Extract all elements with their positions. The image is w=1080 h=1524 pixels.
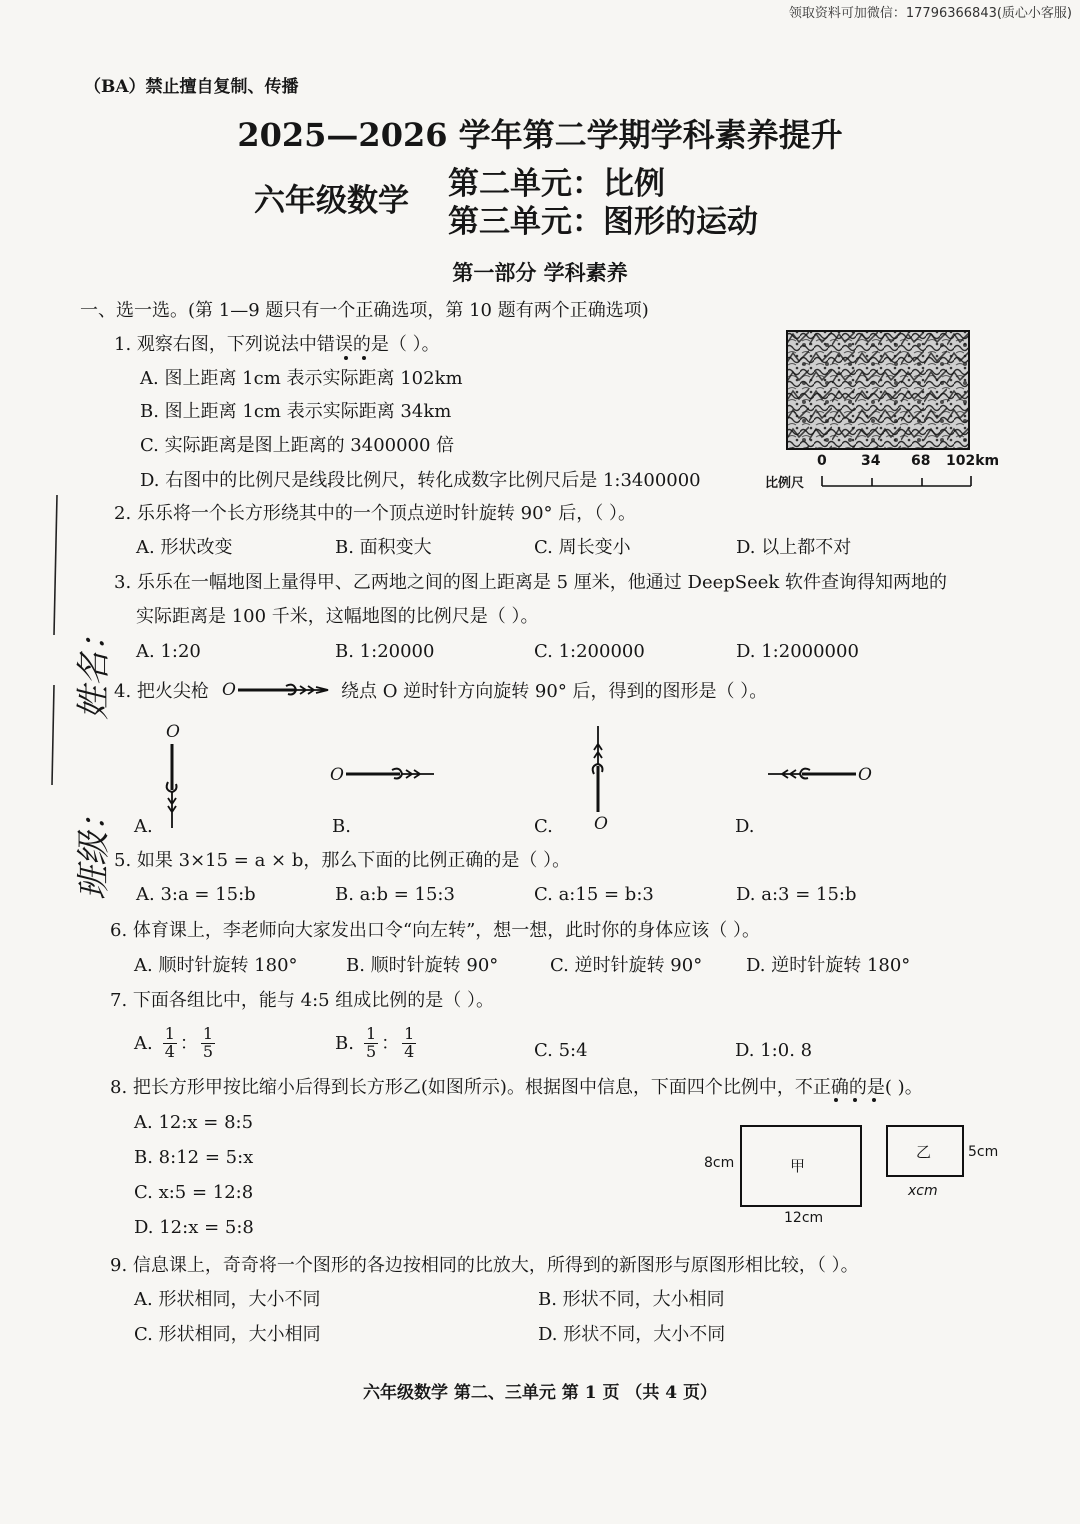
q1-option-c[interactable]: C. 实际距离是图上距离的 3400000 倍 xyxy=(140,435,455,456)
scale-tick-68: 68 xyxy=(911,453,931,469)
q8-option-a[interactable]: A. 12:x = 8:5 xyxy=(134,1112,254,1133)
q4-c-point-o: O xyxy=(594,814,608,834)
class-label: 班级： xyxy=(74,798,114,900)
q3-option-c[interactable]: C. 1:200000 xyxy=(534,641,645,662)
q9-option-d[interactable]: D. 形状不同，大小不同 xyxy=(538,1324,726,1345)
q4-d-point-o: O xyxy=(858,765,872,785)
q1-option-d[interactable]: D. 右图中的比例尺是线段比例尺，转化成数字比例尺后是 1:3400000 xyxy=(140,470,701,491)
q9-stem: 9. 信息课上，奇奇将一个图形的各边按相同的比放大，所得到的新图形与原图形相比较，（ ）。 xyxy=(110,1255,859,1276)
q8-stem: 8. 把长方形甲按比缩小后得到长方形乙(如图所示)。根据图中信息，下面四个比例中，不正确的是( )。 xyxy=(110,1077,923,1098)
name-label: 姓名： xyxy=(74,618,114,720)
map-image xyxy=(786,330,970,450)
q2-option-a[interactable]: A. 形状改变 xyxy=(136,537,233,558)
q2-option-d[interactable]: D. 以上都不对 xyxy=(736,537,852,558)
q6-option-d[interactable]: D. 逆时针旋转 180° xyxy=(746,955,911,976)
q4-option-c[interactable]: C. xyxy=(534,816,553,837)
q7-option-a[interactable] xyxy=(134,1026,218,1061)
q4-d-spear-icon xyxy=(764,764,858,786)
q4-b-point-o: O xyxy=(330,765,344,785)
q5-option-a[interactable]: A. 3:a = 15:b xyxy=(136,884,256,905)
rectangle-yi-label: 乙 xyxy=(916,1143,932,1161)
q5-option-c[interactable]: C. a:15 = b:3 xyxy=(534,884,654,905)
q7-stem: 7. 下面各组比中，能与 4:5 组成比例的是（ ）。 xyxy=(110,990,495,1011)
q3-option-b[interactable]: B. 1:20000 xyxy=(335,641,435,662)
q8-option-c[interactable]: C. x:5 = 12:8 xyxy=(134,1182,254,1203)
jia-width-label: 12cm xyxy=(784,1210,824,1226)
q4-option-d[interactable]: D. xyxy=(735,816,755,837)
q1-option-b[interactable]: B. 图上距离 1cm 表示实际距离 34km xyxy=(140,401,452,422)
q4-stem-after: 绕点 O 逆时针方向旋转 90° 后，得到的图形是（ ）。 xyxy=(341,681,768,702)
q2-option-c[interactable]: C. 周长变小 xyxy=(534,537,631,558)
scale-label: 比例尺 xyxy=(765,476,805,491)
part-title: 第一部分 学科素养 xyxy=(452,260,628,285)
q6-option-c[interactable]: C. 逆时针旋转 90° xyxy=(550,955,703,976)
q7-b-frac2: $\frac{1}{4}$ xyxy=(404,1024,415,1061)
jia-height-label: 8cm xyxy=(704,1155,735,1171)
rectangle-yi xyxy=(886,1125,964,1177)
q4-a-spear-icon xyxy=(160,742,184,834)
margin-lines xyxy=(30,495,70,835)
grade-subject: 六年级数学 xyxy=(254,183,409,219)
q6-option-a[interactable]: A. 顺时针旋转 180° xyxy=(134,955,298,976)
rectangle-jia xyxy=(740,1125,862,1207)
q4-c-spear-icon xyxy=(586,722,610,814)
q5-option-b[interactable]: B. a:b = 15:3 xyxy=(335,884,455,905)
q9-option-a[interactable]: A. 形状相同，大小不同 xyxy=(134,1289,321,1310)
q7-a-label: A. xyxy=(134,1032,153,1054)
q4-option-b[interactable]: B. xyxy=(332,816,351,837)
scale-bar xyxy=(810,472,980,492)
q7-option-d[interactable]: D. 1:0. 8 xyxy=(735,1040,813,1061)
spear-icon xyxy=(236,680,336,702)
q1-option-a[interactable]: A. 图上距离 1cm 表示实际距离 102km xyxy=(140,368,463,389)
q9-option-b[interactable]: B. 形状不同，大小相同 xyxy=(538,1289,725,1310)
q8-option-d[interactable]: D. 12:x = 5:8 xyxy=(134,1217,254,1238)
scale-tick-34: 34 xyxy=(861,453,881,469)
scale-tick-0: 0 xyxy=(817,453,827,469)
q8-option-b[interactable]: B. 8:12 = 5:x xyxy=(134,1147,254,1168)
q3-option-d[interactable]: D. 1:2000000 xyxy=(736,641,859,662)
q4-a-point-o: O xyxy=(166,722,180,742)
q7-b-frac1: $\frac{1}{5}$ xyxy=(365,1024,377,1061)
q1-stem: 1. 观察右图，下列说法中错误的是（ ）。 xyxy=(114,334,440,355)
q4-stem-before: 4. 把火尖枪 xyxy=(114,681,209,702)
yi-width-label: xcm xyxy=(908,1183,938,1199)
unit-two-title: 第二单元：比例 xyxy=(448,166,665,202)
rectangle-jia-label: 甲 xyxy=(790,1157,806,1175)
watermark: 领取资料可加微信：17796366843(质心小客服) xyxy=(788,6,1072,21)
q6-stem: 6. 体育课上，李老师向大家发出口令“向左转”，想一想，此时你的身体应该（ ）。 xyxy=(110,920,761,941)
q3-option-a[interactable]: A. 1:20 xyxy=(136,641,201,662)
page-footer: 六年级数学 第二、三单元 第 1 页 （共 4 页） xyxy=(362,1383,718,1403)
q5-option-d[interactable]: D. a:3 = 15:b xyxy=(736,884,857,905)
q7-b-label: B. xyxy=(335,1032,354,1054)
q4-option-a[interactable]: A. xyxy=(134,816,153,837)
q7-a-frac1: $\frac{1}{4}$ xyxy=(164,1024,175,1061)
exam-title: 2025—2026 学年第二学期学科素养提升 xyxy=(237,116,843,154)
q4-point-o: O xyxy=(222,680,236,700)
q7-option-b[interactable] xyxy=(335,1026,419,1061)
q3-stem-line1: 3. 乐乐在一幅地图上量得甲、乙两地之间的图上距离是 5 厘米，他通过 DeepSeek 软件查询得知两地的 xyxy=(114,572,948,593)
q5-stem: 5. 如果 3×15 = a × b，那么下面的比例正确的是（ ）。 xyxy=(114,850,571,871)
yi-height-label: 5cm xyxy=(968,1144,999,1160)
q2-stem: 2. 乐乐将一个长方形绕其中的一个顶点逆时针旋转 90° 后，（ ）。 xyxy=(114,503,636,524)
q7-a-sep: ： xyxy=(179,1032,198,1054)
q7-b-sep: ： xyxy=(381,1032,400,1054)
q3-stem-line2: 实际距离是 100 千米，这幅地图的比例尺是（ ）。 xyxy=(136,606,539,627)
q7-a-frac2: $\frac{1}{5}$ xyxy=(202,1024,214,1061)
scale-tick-102: 102km xyxy=(946,453,1000,469)
q7-option-c[interactable]: C. 5:4 xyxy=(534,1040,588,1061)
section-title: 一、选一选。(第 1—9 题只有一个正确选项，第 10 题有两个正确选项) xyxy=(80,300,649,321)
q6-option-b[interactable]: B. 顺时针旋转 90° xyxy=(346,955,499,976)
q9-option-c[interactable]: C. 形状相同，大小相同 xyxy=(134,1324,321,1345)
unit-three-title: 第三单元：图形的运动 xyxy=(448,204,758,240)
copyright-notice: （BA）禁止擅自复制、传播 xyxy=(84,77,299,97)
q2-option-b[interactable]: B. 面积变大 xyxy=(335,537,432,558)
q4-b-spear-icon xyxy=(344,764,438,786)
